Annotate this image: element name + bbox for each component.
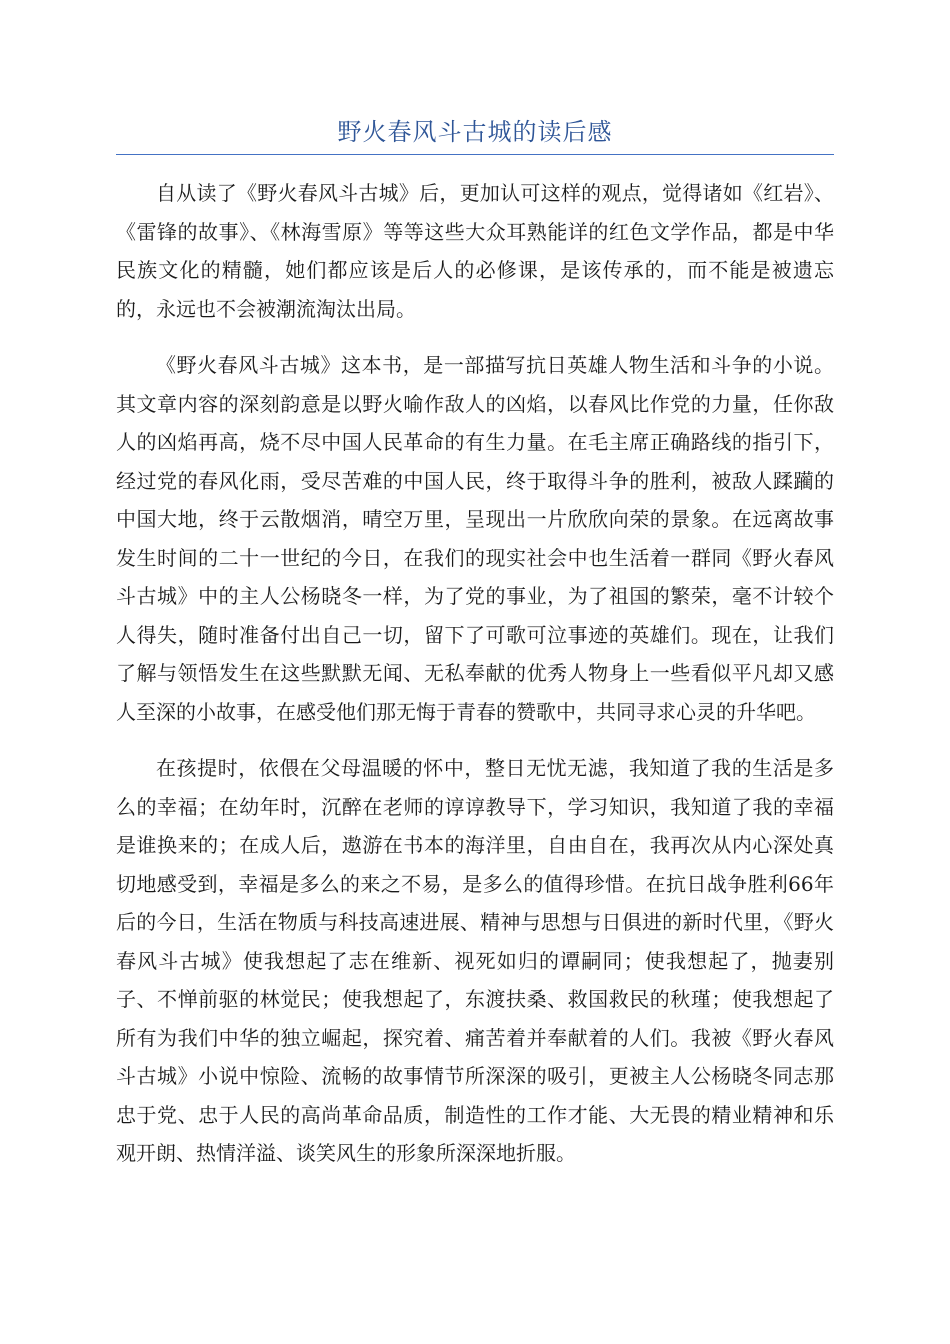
paragraph-3: 在孩提时，依偎在父母温暖的怀中，整日无忧无滤，我知道了我的生活是多么的幸福；在幼年时，沉醉在老师的谆谆教导下，学习知识，我知道了我的幸福是谁换来的；在成人后，遨游在书本的海洋里，自由自在，我再次从内心深处真切地感受到，幸福是多么的来之不易，是多么的值得珍惜。在抗日战争胜利66年后的今日，生活在物质与科技高速进展、精神与思想与日俱进的新时代里，《野火春风斗古城》使我想起了志在维新、视死如归的谭嗣同；使我想起了，抛妻别子、不惮前驱的林觉民；使我想起了，东渡扶桑、救国救民的秋瑾；使我想起了所有为我们中华的独立崛起，探究着、痛苦着并奉献着的人们。我被《野火春风斗古城》小说中惊险、流畅的故事情节所深深的吸引，更被主人公杨晓冬同志那忠于党、忠于人民的高尚革命品质，制造性的工作才能、大无畏的精业精神和乐观开朗、热情洋溢、谈笑风生的形象所深深地折服。 xyxy=(116,756,834,1165)
document-body xyxy=(116,174,834,1191)
paragraph-2: 《野火春风斗古城》这本书，是一部描写抗日英雄人物生活和斗争的小说。其文章内容的深刻韵意是以野火喻作敌人的凶焰，以春风比作党的力量，任你敌人的凶焰再高，烧不尽中国人民革命的有生力量。在毛主席正确路线的指引下，经过党的春风化雨，受尽苦难的中国人民，终于取得斗争的胜利，被敌人蹂躏的中国大地，终于云散烟消，晴空万里，呈现出一片欣欣向荣的景象。在远离故事发生时间的二十一世纪的今日，在我们的现实社会中也生活着一群同《野火春风斗古城》中的主人公杨晓冬一样，为了党的事业，为了祖国的繁荣，毫不计较个人得失，随时准备付出自己一切，留下了可歌可泣事迹的英雄们。现在，让我们了解与领悟发生在这些默默无闻、无私奉献的优秀人物身上一些看似平凡却又感人至深的小故事，在感受他们那无悔于青春的赞歌中，共同寻求心灵的升华吧。 xyxy=(116,353,834,724)
title-underline xyxy=(116,154,834,155)
page-title: 野火春风斗古城的读后感 xyxy=(337,118,613,146)
paragraph-1: 自从读了《野火春风斗古城》后，更加认可这样的观点，觉得诸如《红岩》、《雷锋的故事》、《林海雪原》等等这些大众耳熟能详的红色文学作品，都是中华民族文化的精髓，她们都应该是后人的必修课，是该传承的，而不能是被遗忘的，永远也不会被潮流淘汰出局。 xyxy=(116,181,834,321)
